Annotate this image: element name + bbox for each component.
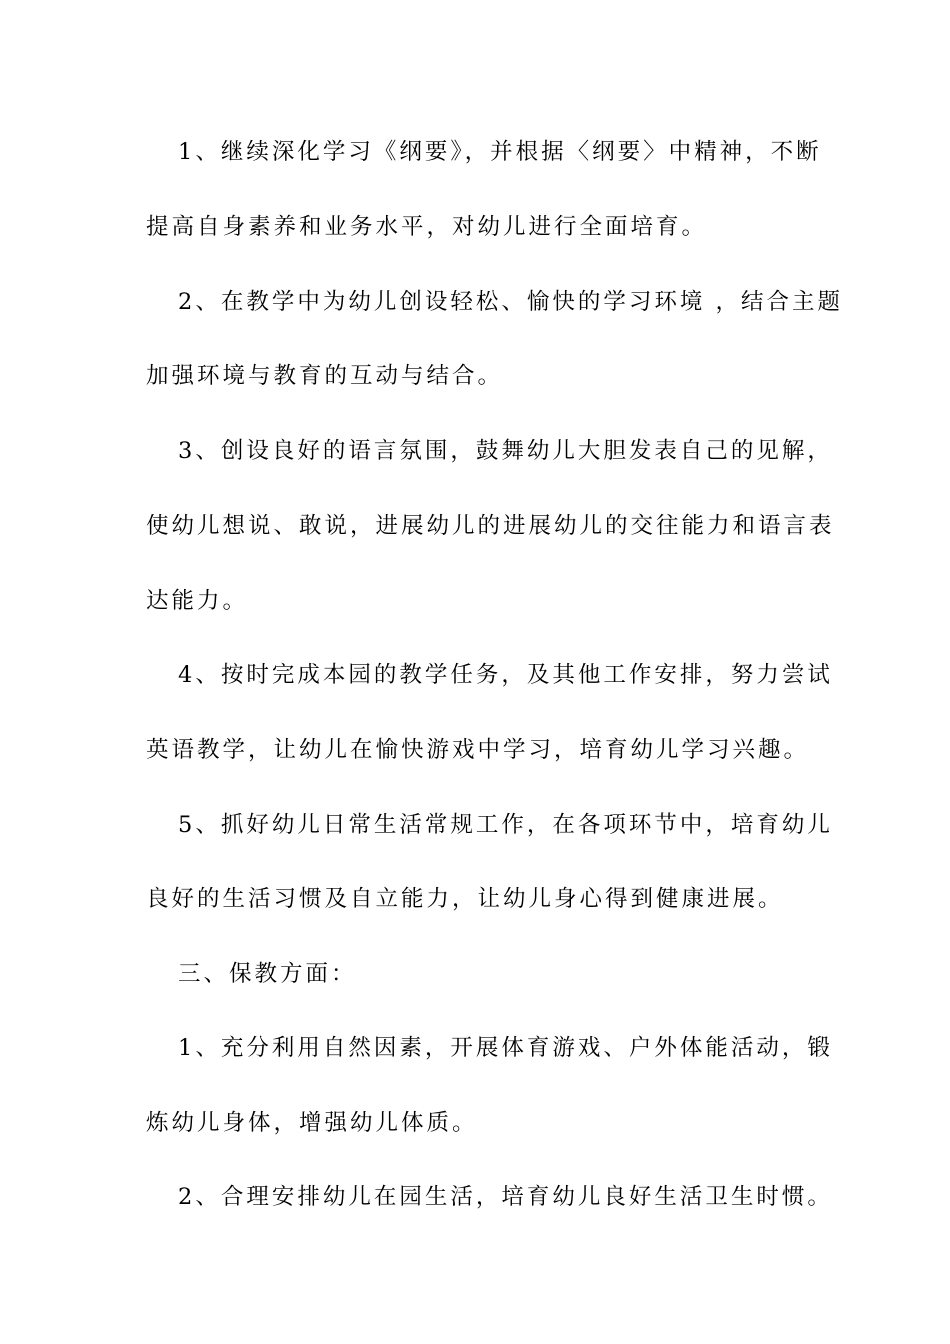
paragraph-line: 2、在教学中为幼儿创设轻松、愉快的学习环境 ，结合主题 xyxy=(178,289,843,315)
paragraph-line: 1、继续深化学习《纲要》，并根据〈纲要〉中精神，不断 xyxy=(178,139,822,165)
paragraph-line: 1、充分利用自然因素，开展体育游戏、户外体能活动，锻 xyxy=(178,1035,833,1061)
paragraph-line: 达能力。 xyxy=(146,588,249,614)
paragraph-line: 炼幼儿身体，增强幼儿体质。 xyxy=(146,1110,478,1136)
paragraph-line: 英语教学，让幼儿在愉快游戏中学习，培育幼儿学习兴趣。 xyxy=(146,737,810,763)
paragraph-line: 加强环境与教育的互动与结合。 xyxy=(146,363,504,389)
paragraph-line: 良好的生活习惯及自立能力，让幼儿身心得到健康进展。 xyxy=(146,886,784,912)
paragraph-line: 3、创设良好的语言氛围，鼓舞幼儿大胆发表自己的见解， xyxy=(178,438,833,464)
paragraph-line: 5、抓好幼儿日常生活常规工作，在各项环节中，培育幼儿 xyxy=(178,812,833,838)
paragraph-line: 提高自身素养和业务水平，对幼儿进行全面培育。 xyxy=(146,214,708,240)
paragraph-line: 4、按时完成本园的教学任务，及其他工作安排，努力尝试 xyxy=(178,662,833,688)
section-heading: 三、保教方面： xyxy=(178,961,357,987)
paragraph-line: 使幼儿想说、敢说，进展幼儿的进展幼儿的交往能力和语言表 xyxy=(146,513,835,539)
paragraph-line: 2、合理安排幼儿在园生活，培育幼儿良好生活卫生时惯。 xyxy=(178,1184,833,1210)
